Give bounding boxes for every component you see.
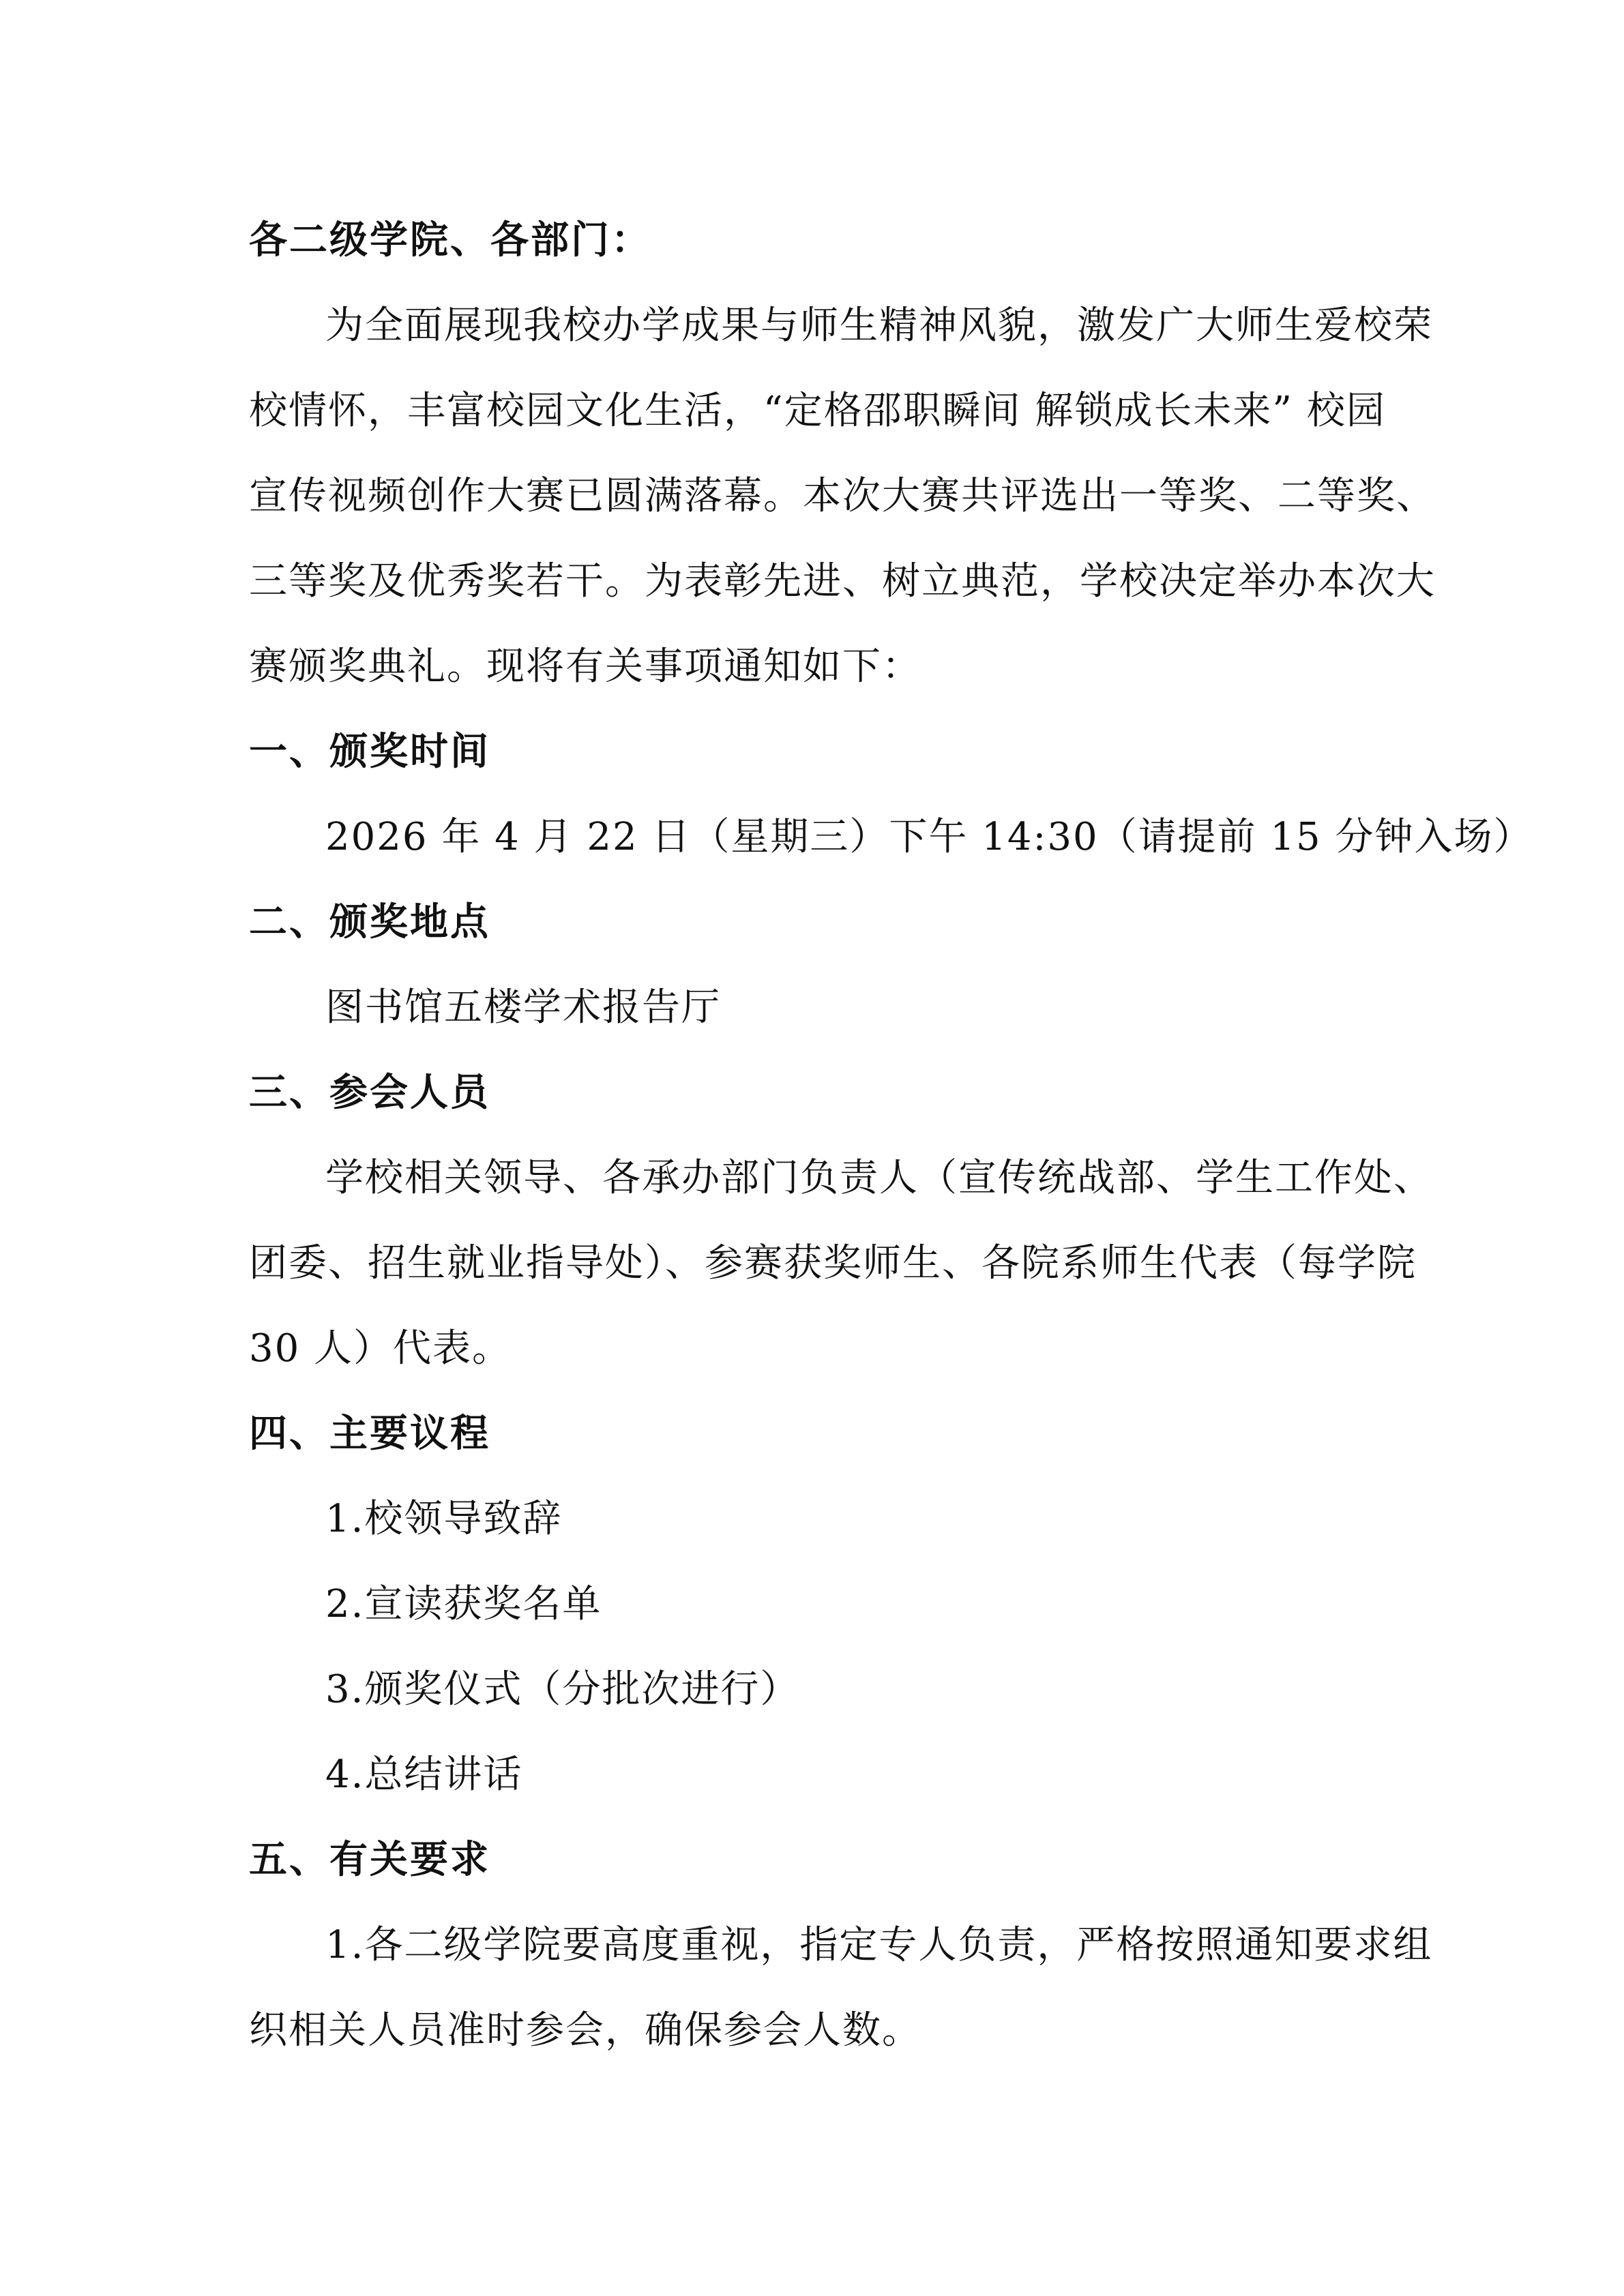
agenda-item: 1.校领导致辞 <box>325 1497 563 1541</box>
award-place-text: 图书馆五楼学术报告厅 <box>325 985 721 1030</box>
requirements-paragraph <box>249 1903 1433 2073</box>
attendees-paragraph <box>249 1135 1433 1391</box>
intro-line: 赛颁奖典礼。现将有关事项通知如下： <box>249 644 921 689</box>
salutation: 各二级学院、各部门： <box>249 218 651 263</box>
section-heading-place: 二、颁奖地点 <box>249 900 490 944</box>
attendees-line: 团委、招生就业指导处）、参赛获奖师生、各院系师生代表（每学院 <box>249 1241 1417 1285</box>
intro-line: 宣传视频创作大赛已圆满落幕。本次大赛共评选出一等奖、二等奖、 <box>249 474 1436 518</box>
intro-paragraph <box>249 283 1436 709</box>
intro-line: 校情怀，丰富校园文化生活，“定格邵职瞬间 解锁成长未来” 校园 <box>249 389 1386 433</box>
section-heading-requirements: 五、有关要求 <box>249 1838 490 1882</box>
intro-line: 三等奖及优秀奖若干。为表彰先进、树立典范，学校决定举办本次大 <box>249 559 1436 603</box>
requirements-line: 1.各二级学院要高度重视，指定专人负责，严格按照通知要求组 <box>325 1923 1433 1967</box>
requirements-line: 织相关人员准时参会，确保参会人数。 <box>249 2008 921 2053</box>
notice-body <box>249 198 1533 2073</box>
attendees-line: 学校相关领导、各承办部门负责人（宣传统战部、学生工作处、 <box>325 1156 1433 1200</box>
section-heading-agenda: 四、主要议程 <box>249 1412 490 1456</box>
agenda-item: 3.颁奖仪式（分批次进行） <box>325 1667 800 1712</box>
agenda-item: 4.总结讲话 <box>325 1753 523 1797</box>
attendees-line: 30 人）代表。 <box>249 1326 512 1371</box>
intro-line: 为全面展现我校办学成果与师生精神风貌，激发广大师生爱校荣 <box>325 303 1433 348</box>
agenda-item: 2.宣读获奖名单 <box>325 1582 602 1626</box>
award-time-text: 2026 年 4 月 22 日（星期三）下午 14:30（请提前 15 分钟入场） <box>325 815 1533 859</box>
section-heading-time: 一、颁奖时间 <box>249 730 490 774</box>
agenda-list <box>249 1476 1381 1817</box>
section-heading-attendees: 三、参会人员 <box>249 1071 490 1115</box>
